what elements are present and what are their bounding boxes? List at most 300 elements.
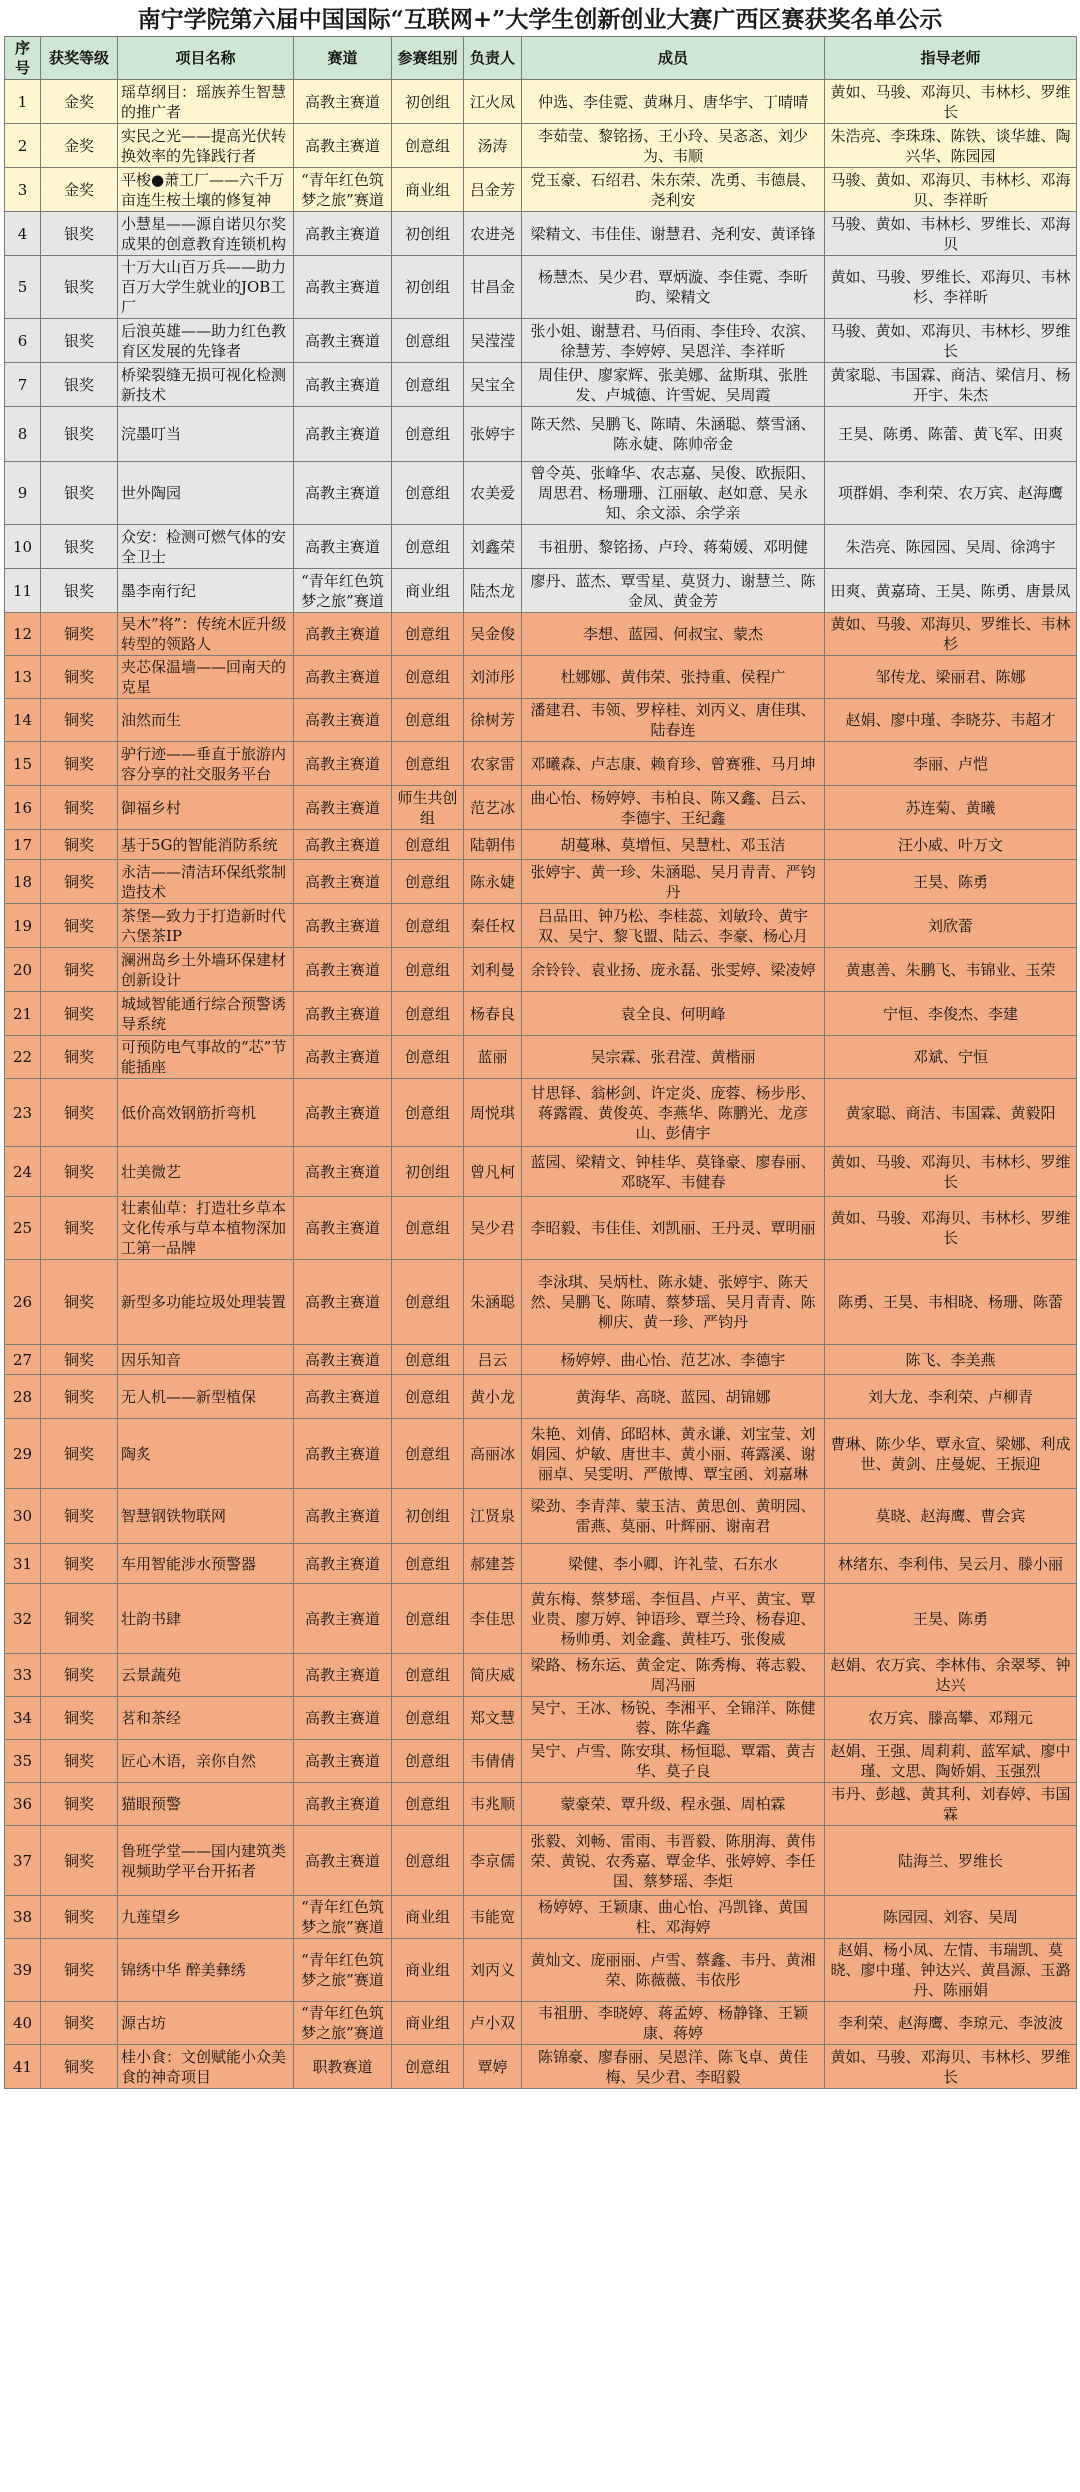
row-number: 5 [5, 256, 41, 319]
leader: 吴少君 [464, 1197, 522, 1260]
project-name: 九莲望乡 [118, 1896, 294, 1939]
members: 李昭毅、韦佳佳、刘凯丽、王丹灵、覃明丽 [522, 1197, 825, 1260]
advisors: 马骏、黄如、邓海贝、韦林杉、邓海贝、李祥昕 [825, 168, 1077, 212]
advisors: 黄如、马骏、邓海贝、韦林杉、罗维长 [825, 80, 1077, 124]
leader: 农家雷 [464, 742, 522, 786]
award-level: 银奖 [41, 363, 118, 407]
advisors: 王昊、陈勇 [825, 860, 1077, 904]
table-row [5, 124, 1077, 168]
award-level: 铜奖 [41, 830, 118, 860]
advisors: 马骏、黄如、邓海贝、韦林杉、罗维长 [825, 319, 1077, 363]
advisors: 陈园园、刘容、吴周 [825, 1896, 1077, 1939]
members: 吴宁、王冰、杨锐、李湘平、全锦洋、陈健蓉、陈华鑫 [522, 1697, 825, 1740]
members: 吴宁、卢雪、陈安琪、杨恒聪、覃霜、黄吉华、莫子良 [522, 1740, 825, 1783]
members: 蒙豪荣、覃升级、程永强、周柏霖 [522, 1783, 825, 1826]
advisors: 林绪东、李利伟、吴云月、滕小丽 [825, 1544, 1077, 1584]
members: 吕品田、钟乃松、李桂蕊、刘敏玲、黄宇双、吴宁、黎飞盟、陆云、李豪、杨心月 [522, 904, 825, 948]
members: 张小姐、谢慧君、马佰雨、李佳玲、农滨、徐慧芳、李婷婷、吴恩洋、李祥昕 [522, 319, 825, 363]
table-row [5, 613, 1077, 656]
project-name: 匠心木语，亲你自然 [118, 1740, 294, 1783]
award-level: 金奖 [41, 80, 118, 124]
row-number: 10 [5, 525, 41, 569]
group: 创意组 [392, 1697, 464, 1740]
track: “青年红色筑梦之旅”赛道 [294, 569, 392, 613]
project-name: 源古坊 [118, 2002, 294, 2045]
project-name: 基于5G的智能消防系统 [118, 830, 294, 860]
members: 朱艳、刘倩、邱昭林、黄永谦、刘宝莹、刘娟园、炉敏、唐世丰、黄小丽、蒋露溪、谢丽卓、吴雯明、严傲博、覃宝函、刘嘉琳 [522, 1419, 825, 1489]
members: 杨婷婷、曲心怡、范艺冰、李德宇 [522, 1345, 825, 1375]
award-level: 铜奖 [41, 1419, 118, 1489]
row-number: 38 [5, 1896, 41, 1939]
project-name: 猫眼预警 [118, 1783, 294, 1826]
award-level: 铜奖 [41, 948, 118, 992]
advisors: 黄如、马骏、邓海贝、韦林杉、罗维长 [825, 1147, 1077, 1197]
row-number: 21 [5, 992, 41, 1036]
row-number: 18 [5, 860, 41, 904]
leader: 卢小双 [464, 2002, 522, 2045]
table-row [5, 407, 1077, 462]
leader: 周悦琪 [464, 1079, 522, 1147]
leader: 黄小龙 [464, 1375, 522, 1419]
project-name: 茶堡—致力于打造新时代六堡茶IP [118, 904, 294, 948]
members: 周佳伊、廖家辉、张美娜、盆斯琪、张胜发、卢城德、许雪妮、吴周霞 [522, 363, 825, 407]
table-row [5, 1697, 1077, 1740]
members: 黄东梅、蔡梦瑶、李恒昌、卢平、黄宝、覃业贵、廖万婷、钟语珍、覃兰玲、杨春迎、杨帅勇、刘金鑫、黄桂巧、张俊威 [522, 1584, 825, 1654]
award-level: 铜奖 [41, 992, 118, 1036]
project-name: 桂小食：文创赋能小众美食的神奇项目 [118, 2045, 294, 2089]
leader: 韦倩倩 [464, 1740, 522, 1783]
table-row [5, 1079, 1077, 1147]
row-number: 34 [5, 1697, 41, 1740]
project-name: 壮美微艺 [118, 1147, 294, 1197]
row-number: 27 [5, 1345, 41, 1375]
row-number: 35 [5, 1740, 41, 1783]
group: 师生共创组 [392, 786, 464, 830]
members: 杨婷婷、王颖康、曲心怡、冯凯锋、黄国柱、邓海婷 [522, 1896, 825, 1939]
group: 创意组 [392, 1419, 464, 1489]
leader: 吕云 [464, 1345, 522, 1375]
table-row [5, 1544, 1077, 1584]
advisors: 陈飞、李美燕 [825, 1345, 1077, 1375]
group: 初创组 [392, 80, 464, 124]
track: 高教主赛道 [294, 1584, 392, 1654]
award-level: 铜奖 [41, 1345, 118, 1375]
members: 吴宗霖、张君滢、黄楷丽 [522, 1036, 825, 1079]
group: 创意组 [392, 992, 464, 1036]
leader: 吴宝全 [464, 363, 522, 407]
table-row [5, 1036, 1077, 1079]
award-level: 铜奖 [41, 1147, 118, 1197]
award-level: 铜奖 [41, 699, 118, 742]
row-number: 1 [5, 80, 41, 124]
advisors: 莫晓、赵海鹰、曹会宾 [825, 1489, 1077, 1544]
group: 创意组 [392, 1375, 464, 1419]
advisors: 黄家聪、商洁、韦国霖、黄毅阳 [825, 1079, 1077, 1147]
leader: 杨春良 [464, 992, 522, 1036]
project-name: 锦绣中华 醉美彝绣 [118, 1939, 294, 2002]
award-level: 铜奖 [41, 2045, 118, 2089]
advisors: 王昊、陈勇、陈蕾、黄飞军、田爽 [825, 407, 1077, 462]
project-name: 桥梁裂缝无损可视化检测新技术 [118, 363, 294, 407]
leader: 秦任权 [464, 904, 522, 948]
group: 创意组 [392, 1826, 464, 1896]
table-row [5, 1489, 1077, 1544]
members: 李茹莹、黎铭扬、王小玲、吴忞忞、刘少为、韦顺 [522, 124, 825, 168]
table-row [5, 742, 1077, 786]
column-header: 指导老师 [825, 37, 1077, 80]
leader: 高丽冰 [464, 1419, 522, 1489]
row-number: 39 [5, 1939, 41, 2002]
group: 创意组 [392, 830, 464, 860]
group: 商业组 [392, 1896, 464, 1939]
column-header: 获奖等级 [41, 37, 118, 80]
track: 高教主赛道 [294, 1419, 392, 1489]
leader: 张婷宇 [464, 407, 522, 462]
project-name: 壮韵书肆 [118, 1584, 294, 1654]
award-level: 铜奖 [41, 1584, 118, 1654]
project-name: 鲁班学堂——国内建筑类视频助学平台开拓者 [118, 1826, 294, 1896]
project-name: 低价高效钢筋折弯机 [118, 1079, 294, 1147]
row-number: 7 [5, 363, 41, 407]
award-level: 银奖 [41, 212, 118, 256]
project-name: 浣墨叮当 [118, 407, 294, 462]
column-header: 赛道 [294, 37, 392, 80]
row-number: 19 [5, 904, 41, 948]
members: 胡蔓琳、莫增恒、吴慧杜、邓玉洁 [522, 830, 825, 860]
track: 高教主赛道 [294, 1544, 392, 1584]
members: 仲选、李佳霓、黄琳月、唐华宇、丁晴晴 [522, 80, 825, 124]
advisors: 邹传龙、梁丽君、陈娜 [825, 656, 1077, 699]
track: 高教主赛道 [294, 1197, 392, 1260]
project-name: 壮素仙草：打造壮乡草本文化传承与草本植物深加工第一品牌 [118, 1197, 294, 1260]
award-level: 金奖 [41, 124, 118, 168]
award-level: 铜奖 [41, 1489, 118, 1544]
group: 初创组 [392, 212, 464, 256]
project-name: 陶炙 [118, 1419, 294, 1489]
project-name: 驴行迹——垂直于旅游内容分享的社交服务平台 [118, 742, 294, 786]
table-row [5, 212, 1077, 256]
row-number: 36 [5, 1783, 41, 1826]
members: 陈锦豪、廖春丽、吴恩洋、陈飞卓、黄佳梅、吴少君、李昭毅 [522, 2045, 825, 2089]
track: 高教主赛道 [294, 1260, 392, 1345]
table-row [5, 1896, 1077, 1939]
award-level: 铜奖 [41, 1036, 118, 1079]
table-row [5, 656, 1077, 699]
row-number: 29 [5, 1419, 41, 1489]
project-name: 平梭●萧工厂——六千万亩连生桉土壤的修复神 [118, 168, 294, 212]
project-name: 十万大山百万兵——助力百万大学生就业的JOB工厂 [118, 256, 294, 319]
award-table [4, 36, 1077, 2089]
advisors: 赵娟、杨小凤、左情、韦瑞凯、莫晓、廖中瑾、钟达兴、黄昌源、玉潞丹、陈丽娟 [825, 1939, 1077, 2002]
award-level: 铜奖 [41, 1197, 118, 1260]
members: 甘思铎、翁彬剑、许定炎、庞蓉、杨步彤、蒋露霞、黄俊英、李燕华、陈鹏光、龙彦山、彭倩宇 [522, 1079, 825, 1147]
row-number: 28 [5, 1375, 41, 1419]
table-row [5, 1654, 1077, 1697]
project-name: 城域智能通行综合预警诱导系统 [118, 992, 294, 1036]
row-number: 33 [5, 1654, 41, 1697]
members: 梁健、李小卿、许礼莹、石东水 [522, 1544, 825, 1584]
table-row [5, 1197, 1077, 1260]
track: 高教主赛道 [294, 363, 392, 407]
advisors: 朱浩亮、陈园园、吴周、徐鸿宇 [825, 525, 1077, 569]
award-level: 铜奖 [41, 786, 118, 830]
column-header: 参赛组别 [392, 37, 464, 80]
track: 高教主赛道 [294, 742, 392, 786]
row-number: 24 [5, 1147, 41, 1197]
table-row [5, 569, 1077, 613]
track: 高教主赛道 [294, 1375, 392, 1419]
members: 黄海华、高晓、蓝园、胡锦娜 [522, 1375, 825, 1419]
project-name: 墨李南行纪 [118, 569, 294, 613]
members: 陈天然、吴鹏飞、陈晴、朱涵聪、蔡雪涵、陈永婕、陈帅帝金 [522, 407, 825, 462]
advisors: 汪小威、叶万文 [825, 830, 1077, 860]
group: 创意组 [392, 1654, 464, 1697]
row-number: 26 [5, 1260, 41, 1345]
group: 创意组 [392, 1260, 464, 1345]
leader: 刘利曼 [464, 948, 522, 992]
leader: 覃婷 [464, 2045, 522, 2089]
members: 黄灿文、庞丽丽、卢雪、蔡鑫、韦丹、黄湘荣、陈薇薇、韦依彤 [522, 1939, 825, 2002]
advisors: 赵娟、农万宾、李林伟、余翠琴、钟达兴 [825, 1654, 1077, 1697]
table-row [5, 168, 1077, 212]
group: 创意组 [392, 124, 464, 168]
row-number: 31 [5, 1544, 41, 1584]
award-level: 铜奖 [41, 1375, 118, 1419]
leader: 甘昌金 [464, 256, 522, 319]
award-level: 铜奖 [41, 656, 118, 699]
row-number: 30 [5, 1489, 41, 1544]
track: 高教主赛道 [294, 1740, 392, 1783]
leader: 蓝丽 [464, 1036, 522, 1079]
row-number: 6 [5, 319, 41, 363]
project-name: 云景蔬苑 [118, 1654, 294, 1697]
leader: 刘丙义 [464, 1939, 522, 2002]
award-level: 铜奖 [41, 742, 118, 786]
group: 创意组 [392, 860, 464, 904]
table-row [5, 992, 1077, 1036]
members: 蓝园、梁精文、钟桂华、莫锋豪、廖春丽、邓晓军、韦健春 [522, 1147, 825, 1197]
table-row [5, 1419, 1077, 1489]
group: 创意组 [392, 319, 464, 363]
group: 创意组 [392, 613, 464, 656]
advisors: 李利荣、赵海鹰、李琼元、李波波 [825, 2002, 1077, 2045]
leader: 简庆威 [464, 1654, 522, 1697]
group: 创意组 [392, 462, 464, 525]
track: 高教主赛道 [294, 462, 392, 525]
track: 高教主赛道 [294, 992, 392, 1036]
group: 创意组 [392, 742, 464, 786]
track: 高教主赛道 [294, 860, 392, 904]
row-number: 2 [5, 124, 41, 168]
advisors: 黄如、马骏、邓海贝、韦林杉、罗维长 [825, 1197, 1077, 1260]
award-level: 银奖 [41, 569, 118, 613]
members: 邓曦森、卢志康、赖育珍、曾赛雅、马月坤 [522, 742, 825, 786]
award-level: 铜奖 [41, 904, 118, 948]
track: 职教赛道 [294, 2045, 392, 2089]
track: 高教主赛道 [294, 1697, 392, 1740]
group: 初创组 [392, 256, 464, 319]
row-number: 32 [5, 1584, 41, 1654]
group: 商业组 [392, 569, 464, 613]
leader: 陆朝伟 [464, 830, 522, 860]
project-name: 智慧钢铁物联网 [118, 1489, 294, 1544]
group: 创意组 [392, 1544, 464, 1584]
table-row [5, 1345, 1077, 1375]
leader: 吕金芳 [464, 168, 522, 212]
award-level: 铜奖 [41, 1260, 118, 1345]
group: 创意组 [392, 1197, 464, 1260]
award-level: 铜奖 [41, 1939, 118, 2002]
project-name: 可预防电气事故的“芯”节能插座 [118, 1036, 294, 1079]
project-name: 众安：检测可燃气体的安全卫士 [118, 525, 294, 569]
advisors: 韦丹、彭越、黄其利、刘春婷、韦国霖 [825, 1783, 1077, 1826]
track: 高教主赛道 [294, 1826, 392, 1896]
column-header: 负责人 [464, 37, 522, 80]
leader: 农美爱 [464, 462, 522, 525]
track: 高教主赛道 [294, 256, 392, 319]
leader: 朱涵聪 [464, 1260, 522, 1345]
group: 创意组 [392, 656, 464, 699]
advisors: 农万宾、滕高攀、邓翔元 [825, 1697, 1077, 1740]
award-level: 铜奖 [41, 1826, 118, 1896]
project-name: 御福乡村 [118, 786, 294, 830]
advisors: 黄惠善、朱鹏飞、韦锦业、玉荣 [825, 948, 1077, 992]
award-level: 铜奖 [41, 1544, 118, 1584]
project-name: 瑶草纲目：瑶族养生智慧的推广者 [118, 80, 294, 124]
award-level: 铜奖 [41, 2002, 118, 2045]
advisors: 王昊、陈勇 [825, 1584, 1077, 1654]
advisors: 黄如、马骏、罗维长、邓海贝、韦林杉、李祥昕 [825, 256, 1077, 319]
table-row [5, 1939, 1077, 2002]
track: “青年红色筑梦之旅”赛道 [294, 1896, 392, 1939]
table-row [5, 1147, 1077, 1197]
award-level: 银奖 [41, 256, 118, 319]
members: 袁全良、何明峰 [522, 992, 825, 1036]
award-level: 铜奖 [41, 1697, 118, 1740]
project-name: 茗和茶经 [118, 1697, 294, 1740]
leader: 陈永婕 [464, 860, 522, 904]
track: 高教主赛道 [294, 1079, 392, 1147]
members: 张婷宇、黄一珍、朱涵聪、吴月青青、严钧丹 [522, 860, 825, 904]
group: 创意组 [392, 1783, 464, 1826]
advisors: 李丽、卢恺 [825, 742, 1077, 786]
track: “青年红色筑梦之旅”赛道 [294, 2002, 392, 2045]
row-number: 22 [5, 1036, 41, 1079]
table-row [5, 1740, 1077, 1783]
members: 梁劲、李青萍、蒙玉洁、黄思创、黄明园、雷燕、莫丽、叶辉丽、谢南君 [522, 1489, 825, 1544]
project-name: 车用智能涉水预警器 [118, 1544, 294, 1584]
row-number: 11 [5, 569, 41, 613]
table-row [5, 860, 1077, 904]
advisors: 黄如、马骏、邓海贝、罗维长、韦林杉 [825, 613, 1077, 656]
project-name: 实民之光——提高光伏转换效率的先锋践行者 [118, 124, 294, 168]
leader: 李京儒 [464, 1826, 522, 1896]
advisors: 宁恒、李俊杰、李建 [825, 992, 1077, 1036]
award-level: 铜奖 [41, 1896, 118, 1939]
column-header: 项目名称 [118, 37, 294, 80]
column-header: 成员 [522, 37, 825, 80]
leader: 农进尧 [464, 212, 522, 256]
members: 张毅、刘畅、雷雨、韦晋毅、陈朋海、黄伟荣、黄锐、农秀嘉、覃金华、张婷婷、李任国、蔡梦瑶、李炬 [522, 1826, 825, 1896]
track: 高教主赛道 [294, 212, 392, 256]
table-row [5, 948, 1077, 992]
members: 潘建君、韦领、罗梓桂、刘丙义、唐佳琪、陆春连 [522, 699, 825, 742]
row-number: 15 [5, 742, 41, 786]
group: 商业组 [392, 1939, 464, 2002]
award-level: 银奖 [41, 525, 118, 569]
row-number: 25 [5, 1197, 41, 1260]
project-name: 油然而生 [118, 699, 294, 742]
award-level: 银奖 [41, 407, 118, 462]
award-level: 银奖 [41, 462, 118, 525]
advisors: 朱浩亮、李珠珠、陈铁、谈华雄、陶兴华、陈园园 [825, 124, 1077, 168]
table-row [5, 525, 1077, 569]
award-level: 铜奖 [41, 1079, 118, 1147]
group: 创意组 [392, 1584, 464, 1654]
group: 创意组 [392, 1079, 464, 1147]
project-name: 因乐知音 [118, 1345, 294, 1375]
row-number: 17 [5, 830, 41, 860]
row-number: 16 [5, 786, 41, 830]
members: 党玉豪、石绍君、朱东荣、冼勇、韦德晨、尧利安 [522, 168, 825, 212]
table-row [5, 2002, 1077, 2045]
project-name: 后浪英雄——助力红色教育区发展的先锋者 [118, 319, 294, 363]
group: 创意组 [392, 2045, 464, 2089]
leader: 郝建荟 [464, 1544, 522, 1584]
leader: 韦能宽 [464, 1896, 522, 1939]
row-number: 37 [5, 1826, 41, 1896]
table-row [5, 319, 1077, 363]
row-number: 41 [5, 2045, 41, 2089]
members: 杜娜娜、黄伟荣、张持重、侯程广 [522, 656, 825, 699]
leader: 徐树芳 [464, 699, 522, 742]
group: 创意组 [392, 525, 464, 569]
members: 李泳琪、吴炳杜、陈永婕、张婷宇、陈天然、吴鹏飞、陈晴、蔡梦瑶、吴月青青、陈柳庆、黄一珍、严钧丹 [522, 1260, 825, 1345]
project-name: 吴木”将”：传统木匠升级转型的领路人 [118, 613, 294, 656]
track: 高教主赛道 [294, 319, 392, 363]
table-row [5, 80, 1077, 124]
members: 余铃铃、袁业扬、庞永磊、张雯婷、梁凌婷 [522, 948, 825, 992]
members: 廖丹、蓝杰、覃雪星、莫贤力、谢慧兰、陈金凤、黄金芳 [522, 569, 825, 613]
table-row [5, 2045, 1077, 2089]
track: 高教主赛道 [294, 613, 392, 656]
advisors: 黄如、马骏、邓海贝、韦林杉、罗维长 [825, 2045, 1077, 2089]
leader: 刘鑫荣 [464, 525, 522, 569]
members: 曲心怡、杨婷婷、韦柏良、陈又鑫、吕云、李德宇、王纪鑫 [522, 786, 825, 830]
project-name: 夹芯保温墙——回南天的克星 [118, 656, 294, 699]
leader: 吴金俊 [464, 613, 522, 656]
track: “青年红色筑梦之旅”赛道 [294, 1939, 392, 2002]
track: 高教主赛道 [294, 948, 392, 992]
leader: 陆杰龙 [464, 569, 522, 613]
advisors: 陆海兰、罗维长 [825, 1826, 1077, 1896]
project-name: 永洁——清洁环保纸浆制造技术 [118, 860, 294, 904]
table-header-row [5, 37, 1077, 80]
advisors: 赵娟、廖中瑾、李晓芬、韦超才 [825, 699, 1077, 742]
project-name: 新型多功能垃圾处理装置 [118, 1260, 294, 1345]
track: 高教主赛道 [294, 699, 392, 742]
leader: 郑文慧 [464, 1697, 522, 1740]
table-row [5, 1260, 1077, 1345]
track: 高教主赛道 [294, 407, 392, 462]
track: 高教主赛道 [294, 786, 392, 830]
page-title: 南宁学院第六届中国国际“互联网+”大学生创新创业大赛广西区赛获奖名单公示 [137, 6, 943, 33]
members: 梁路、杨东运、黄金定、陈秀梅、蒋志毅、周冯丽 [522, 1654, 825, 1697]
table-row [5, 1826, 1077, 1896]
advisors: 苏连菊、黄曦 [825, 786, 1077, 830]
row-number: 12 [5, 613, 41, 656]
table-row [5, 1375, 1077, 1419]
